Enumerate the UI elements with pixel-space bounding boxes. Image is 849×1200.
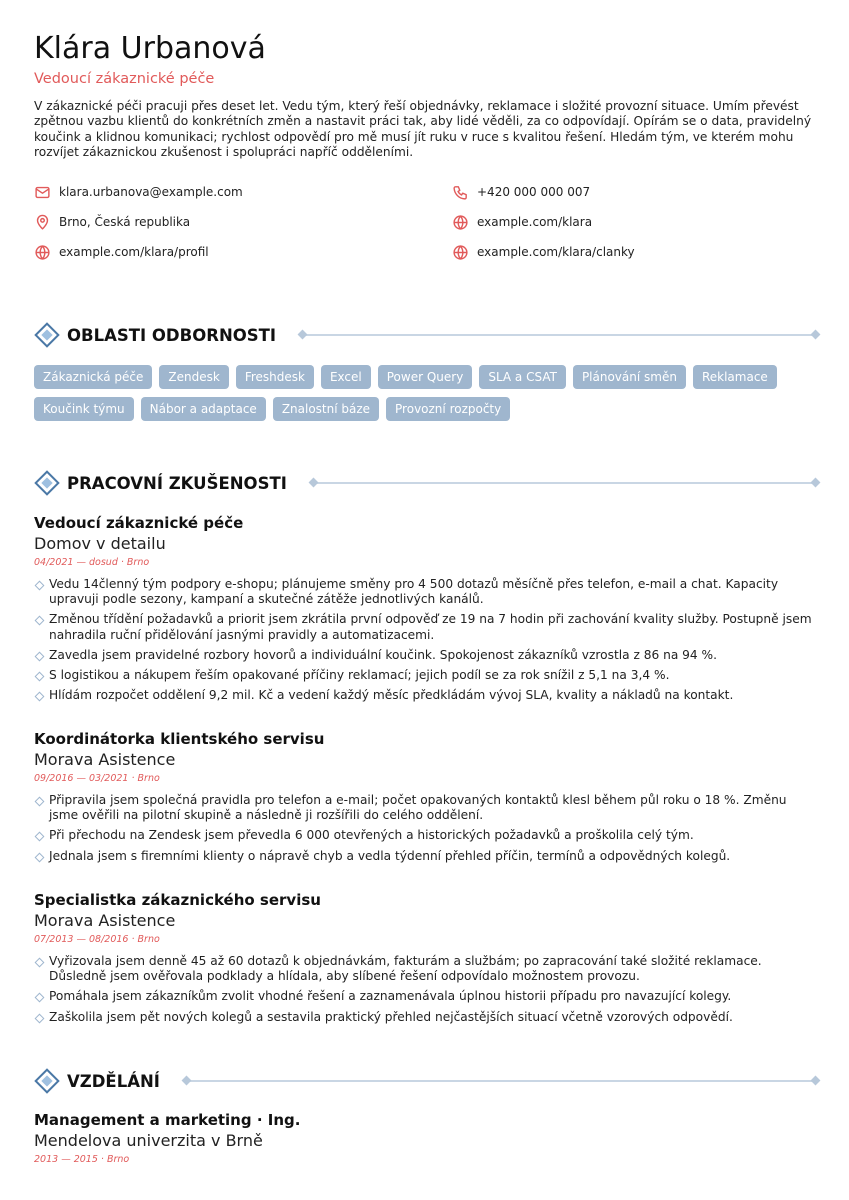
skill-tag: Koučink týmu bbox=[34, 397, 134, 421]
job-company: Morava Asistence bbox=[34, 911, 176, 930]
skills-section-title: OBLASTI ODBORNOSTI bbox=[67, 325, 277, 345]
job-entry bbox=[34, 730, 816, 869]
globe-icon bbox=[452, 214, 469, 231]
job-bullet-list bbox=[34, 954, 816, 1025]
location-pin-icon bbox=[34, 214, 51, 231]
skill-tag: Znalostní báze bbox=[273, 397, 379, 421]
diamond-icon bbox=[34, 470, 60, 496]
contact-list bbox=[34, 183, 816, 261]
contact-phone[interactable] bbox=[452, 183, 812, 201]
list-item: Vedu 14členný tým podpory e-shopu; plánujeme směny pro 4 500 dotazů měsíčně přes telefon, e-mail a chat. Kapacity upravuji podle sezony, kampaní a skutečné zátěže jednotlivých kanálů. bbox=[34, 577, 816, 607]
list-item: Pomáhala jsem zákazníkům zvolit vhodné řešení a zaznamenávala úplnou historii případu pro navazující kolegy. bbox=[34, 989, 816, 1004]
skill-tag: Reklamace bbox=[693, 365, 777, 389]
skill-tag: Plánování směn bbox=[573, 365, 686, 389]
education-section-title: VZDĚLÁNÍ bbox=[67, 1071, 160, 1091]
list-item: Připravila jsem společná pravidla pro telefon a e-mail; počet opakovaných kontaktů klesl během půl roku o 18 %. Změnu jsme ověřili na pilotní skupině a následně ji rozšířili do celého oddělení. bbox=[34, 793, 816, 823]
contact-articles-text: example.com/klara/clanky bbox=[477, 245, 635, 260]
list-item: Při přechodu na Zendesk jsem převedla 6 000 otevřených a historických požadavků a proškolila celý tým. bbox=[34, 828, 816, 843]
diamond-icon bbox=[34, 1068, 60, 1094]
phone-icon bbox=[452, 184, 469, 201]
list-item: Hlídám rozpočet oddělení 9,2 mil. Kč a vedení každý měsíc předkládám vývoj SLA, kvality a nákladů na kontakt. bbox=[34, 688, 816, 703]
contact-location-text: Brno, Česká republika bbox=[59, 215, 191, 230]
education-section-header bbox=[34, 1068, 816, 1094]
skill-tag: Excel bbox=[321, 365, 371, 389]
contact-articles[interactable] bbox=[452, 243, 812, 261]
skill-tag: SLA a CSAT bbox=[479, 365, 566, 389]
job-bullet-list bbox=[34, 577, 816, 703]
list-item: Zaškolila jsem pět nových kolegů a sestavila praktický přehled nejčastějších situací včetně vzorových odpovědí. bbox=[34, 1010, 816, 1025]
skill-tag: Zendesk bbox=[159, 365, 228, 389]
contact-phone-text: +420 000 000 007 bbox=[477, 185, 591, 200]
section-divider bbox=[313, 482, 816, 484]
globe-icon bbox=[452, 244, 469, 261]
contact-profile[interactable] bbox=[34, 243, 452, 261]
mail-icon bbox=[34, 184, 51, 201]
list-item: Jednala jsem s firemními klienty o nápravě chyb a vedla týdenní přehled příčin, termínů a odpovědných kolegů. bbox=[34, 849, 816, 864]
job-dates-location: 07/2013 — 08/2016 · Brno bbox=[34, 934, 160, 945]
job-entry bbox=[34, 891, 816, 1030]
education-dates-location: 2013 — 2015 · Brno bbox=[34, 1154, 130, 1165]
skill-tag: Zákaznická péče bbox=[34, 365, 152, 389]
job-dates-location: 09/2016 — 03/2021 · Brno bbox=[34, 773, 160, 784]
contact-profile-text: example.com/klara/profil bbox=[59, 245, 209, 260]
list-item: S logistikou a nákupem řeším opakované příčiny reklamací; jejich podíl se za rok snížil z 5,1 na 3,4 %. bbox=[34, 668, 816, 683]
person-name: Klára Urbanová bbox=[34, 31, 266, 66]
contact-email-text: klara.urbanova@example.com bbox=[59, 185, 243, 200]
skill-tag: Freshdesk bbox=[236, 365, 314, 389]
education-entry bbox=[34, 1111, 816, 1166]
job-bullet-list bbox=[34, 793, 816, 864]
skill-tag: Provozní rozpočty bbox=[386, 397, 510, 421]
job-company: Domov v detailu bbox=[34, 534, 166, 553]
job-dates-location: 04/2021 — dosud · Brno bbox=[34, 557, 150, 568]
experience-section-header bbox=[34, 470, 816, 496]
job-title: Vedoucí zákaznické péče bbox=[34, 514, 244, 532]
diamond-icon bbox=[34, 322, 60, 348]
section-divider bbox=[302, 334, 816, 336]
resume-page bbox=[34, 30, 816, 1165]
contact-email[interactable] bbox=[34, 183, 452, 201]
contact-location bbox=[34, 213, 452, 231]
job-title: Koordinátorka klientského servisu bbox=[34, 730, 325, 748]
job-company: Morava Asistence bbox=[34, 750, 176, 769]
contact-website-text: example.com/klara bbox=[477, 215, 593, 230]
experience-section-title: PRACOVNÍ ZKUŠENOSTI bbox=[67, 473, 287, 493]
section-divider bbox=[186, 1080, 816, 1082]
job-title: Specialistka zákaznického servisu bbox=[34, 891, 321, 909]
contact-website[interactable] bbox=[452, 213, 812, 231]
list-item: Vyřizovala jsem denně 45 až 60 dotazů k objednávkám, fakturám a službám; po zapracování také složité reklamace. Důsledně jsem ověřovala podklady a hlídala, aby slíbené řešení odpovídalo možnostem provozu. bbox=[34, 954, 816, 984]
education-school: Mendelova univerzita v Brně bbox=[34, 1131, 263, 1150]
profile-summary: V zákaznické péči pracuji přes deset let. Vedu tým, který řeší objednávky, reklamace i složité provozní situace. Umím převést zpětnou vazbu klientů do konkrétních změn a nastavit práci tak, aby lidé věděli, za co odpovídají. Opírám se o data, pravidelný koučink a klidnou komunikaci; rychlost odpovědí pro mě musí jít ruku v ruce s kvalitou řešení. Hledám tým, ve kterém mohu rozvíjet zákaznickou zkušenost i spolupráci napříč odděleními. bbox=[34, 99, 812, 159]
list-item: Změnou třídění požadavků a priorit jsem zkrátila první odpověď ze 19 na 7 hodin při zachování kvality služby. Postupně jsem nahradila ruční přidělování jasnými pravidly a automatizacemi. bbox=[34, 612, 816, 642]
person-role: Vedoucí zákaznické péče bbox=[34, 71, 215, 87]
job-entry bbox=[34, 514, 816, 708]
globe-icon bbox=[34, 244, 51, 261]
education-degree: Management a marketing · Ing. bbox=[34, 1111, 301, 1129]
skills-tag-list bbox=[34, 365, 816, 421]
skill-tag: Nábor a adaptace bbox=[141, 397, 266, 421]
skill-tag: Power Query bbox=[378, 365, 473, 389]
list-item: Zavedla jsem pravidelné rozbory hovorů a individuální koučink. Spokojenost zákazníků vzrostla z 86 na 94 %. bbox=[34, 648, 816, 663]
skills-section-header bbox=[34, 322, 816, 348]
